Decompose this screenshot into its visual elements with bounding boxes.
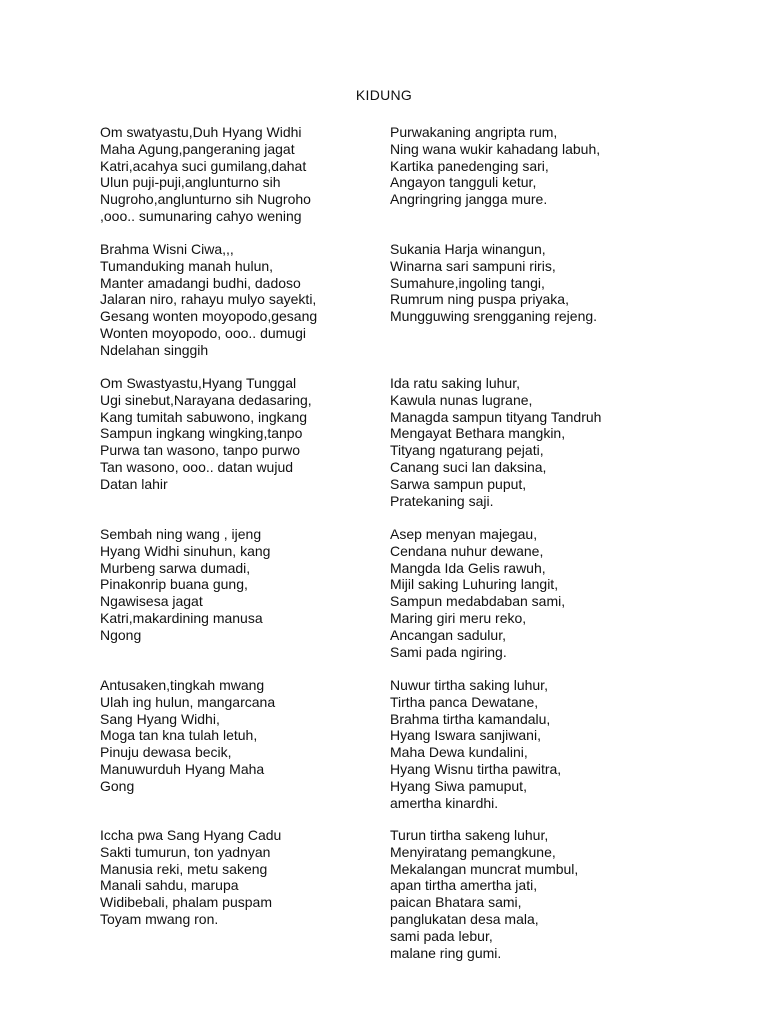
verse-line: Ida ratu saking luhur, (390, 375, 520, 391)
verse-line: Ancangan sadulur, (390, 626, 506, 643)
verse-line: Ugi sinebut,Narayana dedasaring, (100, 391, 312, 408)
verse-line: Pratekaning saji. (390, 492, 494, 509)
verse-line: Sampun ingkang wingking,tanpo (100, 425, 303, 442)
verse-line: Purwakaning angripta rum, (390, 124, 558, 140)
verse-line: Purwa tan wasono, tanpo purwo (100, 442, 301, 459)
verse-line: Sembah ning wang , ijeng (100, 526, 262, 542)
verse-line: Winarna sari sampuni riris, (390, 257, 556, 274)
verse-line: Mungguwing srengganing rejeng. (390, 308, 598, 325)
verse-line: Cendana nuhur dewane, (390, 542, 544, 559)
verse-line: Manter amadangi budhi, dadoso (100, 274, 301, 291)
verse-line: sami pada lebur, (390, 927, 493, 944)
right-stanza-1 (390, 124, 600, 208)
verse-line: Gesang wonten moyopodo,gesang (100, 308, 318, 325)
verse-line: Mangda Ida Gelis rawuh, (390, 559, 546, 576)
verse-line: Maha Dewa kundalini, (390, 744, 528, 761)
verse-line: Katri,acahya suci gumilang,dahat (100, 157, 307, 174)
verse-line: Kang tumitah sabuwono, ingkang (100, 408, 308, 425)
verse-line: Brahma Wisni Ciwa,,, (100, 241, 234, 257)
verse-line: Sukania Harja winangun, (390, 241, 546, 257)
verse-line: ,ooo.. sumunaring cahyo wening (100, 207, 302, 224)
left-stanza-5 (100, 677, 275, 795)
left-stanza-3 (100, 375, 312, 493)
verse-line: Ndelahan singgih (100, 341, 209, 358)
right-stanza-6 (390, 827, 578, 961)
verse-line: Canang suci lan daksina, (390, 458, 547, 475)
verse-line: Wonten moyopodo, ooo.. dumugi (100, 324, 306, 341)
verse-line: Murbeng sarwa dumadi, (100, 559, 251, 576)
verse-line: Hyang Iswara sanjiwani, (390, 727, 541, 744)
verse-line: Menyiratang pemangkune, (390, 843, 556, 860)
verse-line: Sarwa sampun puput, (390, 475, 527, 492)
verse-line: Tan wasono, ooo.. datan wujud (100, 458, 294, 475)
verse-line: Kawula nunas lugrane, (390, 391, 533, 408)
verse-line: Gong (100, 777, 135, 794)
verse-line: Ulah ing hulun, mangarcana (100, 693, 276, 710)
verse-line: Manuwurduh Hyang Maha (100, 760, 265, 777)
verse-line: Sumahure,ingoling tangi, (390, 274, 545, 291)
verse-line: Hyang Widhi sinuhun, kang (100, 542, 271, 559)
verse-line: Sakti tumurun, ton yadnyan (100, 843, 271, 860)
verse-line: Manali sahdu, marupa (100, 877, 239, 894)
verse-line: Widibebali, phalam puspam (100, 894, 272, 911)
verse-line: Sami pada ngiring. (390, 643, 507, 660)
right-stanza-5 (390, 677, 561, 811)
verse-line: Tityang ngaturang pejati, (390, 442, 544, 459)
verse-line: Toyam mwang ron. (100, 910, 219, 927)
verse-line: Maha Agung,pangeraning jagat (100, 140, 295, 157)
verse-line: paican Bhatara sami, (390, 894, 522, 911)
verse-line: Ning wana wukir kahadang labuh, (390, 140, 601, 157)
page-title: KIDUNG (355, 87, 413, 103)
verse-line: Om swatyastu,Duh Hyang Widhi (100, 124, 302, 140)
verse-line: Moga tan kna tulah letuh, (100, 727, 258, 744)
verse-line: Ulun puji-puji,anglunturno sih (100, 174, 281, 191)
verse-line: Manusia reki, metu sakeng (100, 860, 268, 877)
verse-line: Om Swastyastu,Hyang Tunggal (100, 375, 297, 391)
left-stanza-4 (100, 526, 270, 644)
verse-line: Hyang Siwa pamuput, (390, 777, 527, 794)
verse-line: Turun tirtha sakeng luhur, (390, 827, 549, 843)
verse-line: apan tirtha amertha jati, (390, 877, 538, 894)
verse-line: Angringring jangga mure. (390, 191, 548, 208)
verse-line: Mengayat Bethara mangkin, (390, 425, 566, 442)
verse-line: Tirtha panca Dewatane, (390, 693, 539, 710)
verse-line: amertha kinardhi. (390, 794, 499, 811)
verse-line: Sang Hyang Widhi, (100, 710, 220, 727)
verse-line: Nugroho,anglunturno sih Nugroho (100, 191, 311, 208)
verse-line: Mijil saking Luhuring langit, (390, 576, 559, 593)
right-stanza-4 (390, 526, 565, 660)
verse-line: Katri,makardining manusa (100, 609, 263, 626)
verse-line: Tumanduking manah hulun, (100, 257, 274, 274)
verse-line: Mekalangan muncrat mumbul, (390, 860, 579, 877)
verse-line: panglukatan desa mala, (390, 910, 539, 927)
left-stanza-2 (100, 241, 317, 359)
verse-line: Ngawisesa jagat (100, 593, 203, 610)
verse-line: Ngong (100, 626, 142, 643)
verse-line: Managda sampun tityang Tandruh (390, 408, 602, 425)
left-stanza-6 (100, 827, 281, 928)
verse-line: Iccha pwa Sang Hyang Cadu (100, 827, 282, 843)
verse-line: Nuwur tirtha saking luhur, (390, 677, 548, 693)
verse-line: Sampun medabdaban sami, (390, 593, 566, 610)
verse-line: Kartika panedenging sari, (390, 157, 549, 174)
verse-line: Pinakonrip buana gung, (100, 576, 248, 593)
right-stanza-2 (390, 241, 597, 325)
verse-line: Rumrum ning puspa priyaka, (390, 291, 569, 308)
left-stanza-1 (100, 124, 311, 225)
verse-line: Antusaken,tingkah mwang (100, 677, 265, 693)
verse-line: Pinuju dewasa becik, (100, 744, 232, 761)
verse-line: malane ring gumi. (390, 944, 502, 961)
verse-line: Hyang Wisnu tirtha pawitra, (390, 760, 562, 777)
right-stanza-3 (390, 375, 601, 509)
verse-line: Brahma tirtha kamandalu, (390, 710, 551, 727)
verse-line: Maring giri meru reko, (390, 609, 527, 626)
verse-line: Datan lahir (100, 475, 168, 492)
verse-line: Jalaran niro, rahayu mulyo sayekti, (100, 291, 317, 308)
verse-line: Asep menyan majegau, (390, 526, 538, 542)
verse-line: Angayon tangguli ketur, (390, 174, 537, 191)
